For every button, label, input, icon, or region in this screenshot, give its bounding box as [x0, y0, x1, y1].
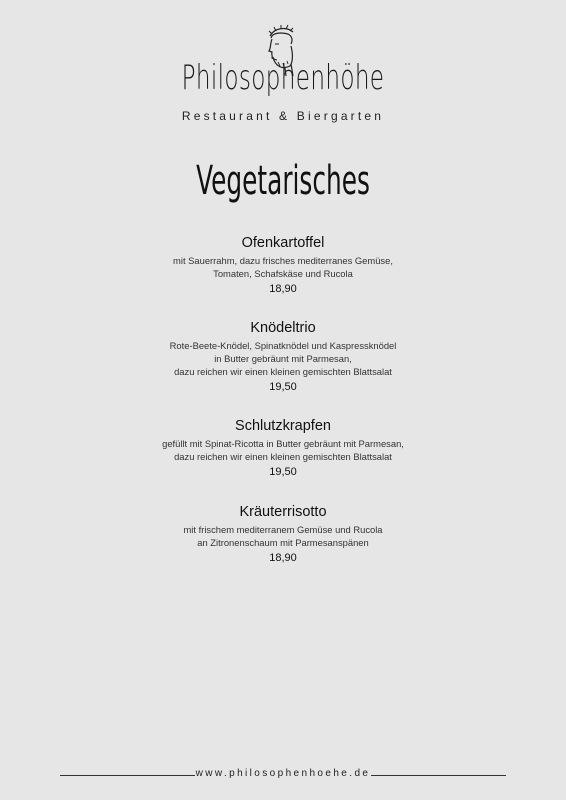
- dish-name: Ofenkartoffel: [241, 235, 325, 251]
- section-title: Vegetarisches: [196, 158, 370, 204]
- menu-item: [0, 417, 566, 480]
- brand-tagline: Restaurant & Biergarten: [181, 109, 385, 123]
- menu-item: [0, 234, 566, 297]
- dish-price: 18,90: [269, 552, 297, 564]
- dish-name: Kräuterrisotto: [239, 504, 327, 520]
- dish-description-line: mit Sauerrahm, dazu frisches mediterranes Gemüse,: [173, 255, 393, 266]
- menu-item: [0, 503, 566, 566]
- dish-description-line: an Zitronenschaum mit Parmesanspänen: [197, 537, 369, 548]
- dish-description-line: dazu reichen wir einen kleinen gemischten Blattsalat: [174, 451, 392, 462]
- dish-description-line: mit frischem mediterranem Gemüse und Rucola: [183, 524, 383, 535]
- footer-divider-right: [371, 775, 506, 776]
- dish-description-line: Rote-Beete-Knödel, Spinatknödel und Kaspressknödel: [169, 340, 397, 351]
- dish-name: Schlutzkrapfen: [235, 418, 331, 434]
- dish-description-line: Tomaten, Schafskäse und Rucola: [213, 268, 353, 279]
- footer: [0, 766, 566, 784]
- dish-description-line: dazu reichen wir einen kleinen gemischten Blattsalat: [174, 366, 392, 377]
- dish-price: 19,50: [269, 466, 297, 478]
- dish-description-line: gefüllt mit Spinat-Ricotta in Butter gebräunt mit Parmesan,: [162, 438, 404, 449]
- dish-price: 19,50: [269, 381, 297, 393]
- website-link[interactable]: www.philosophenhoehe.de: [195, 768, 371, 779]
- brand-name: Philosophenhöhe: [181, 58, 385, 98]
- dish-description-line: in Butter gebräunt mit Parmesan,: [214, 353, 352, 364]
- dish-price: 18,90: [269, 283, 297, 295]
- menu-item: [0, 319, 566, 395]
- dish-name: Knödeltrio: [250, 320, 316, 336]
